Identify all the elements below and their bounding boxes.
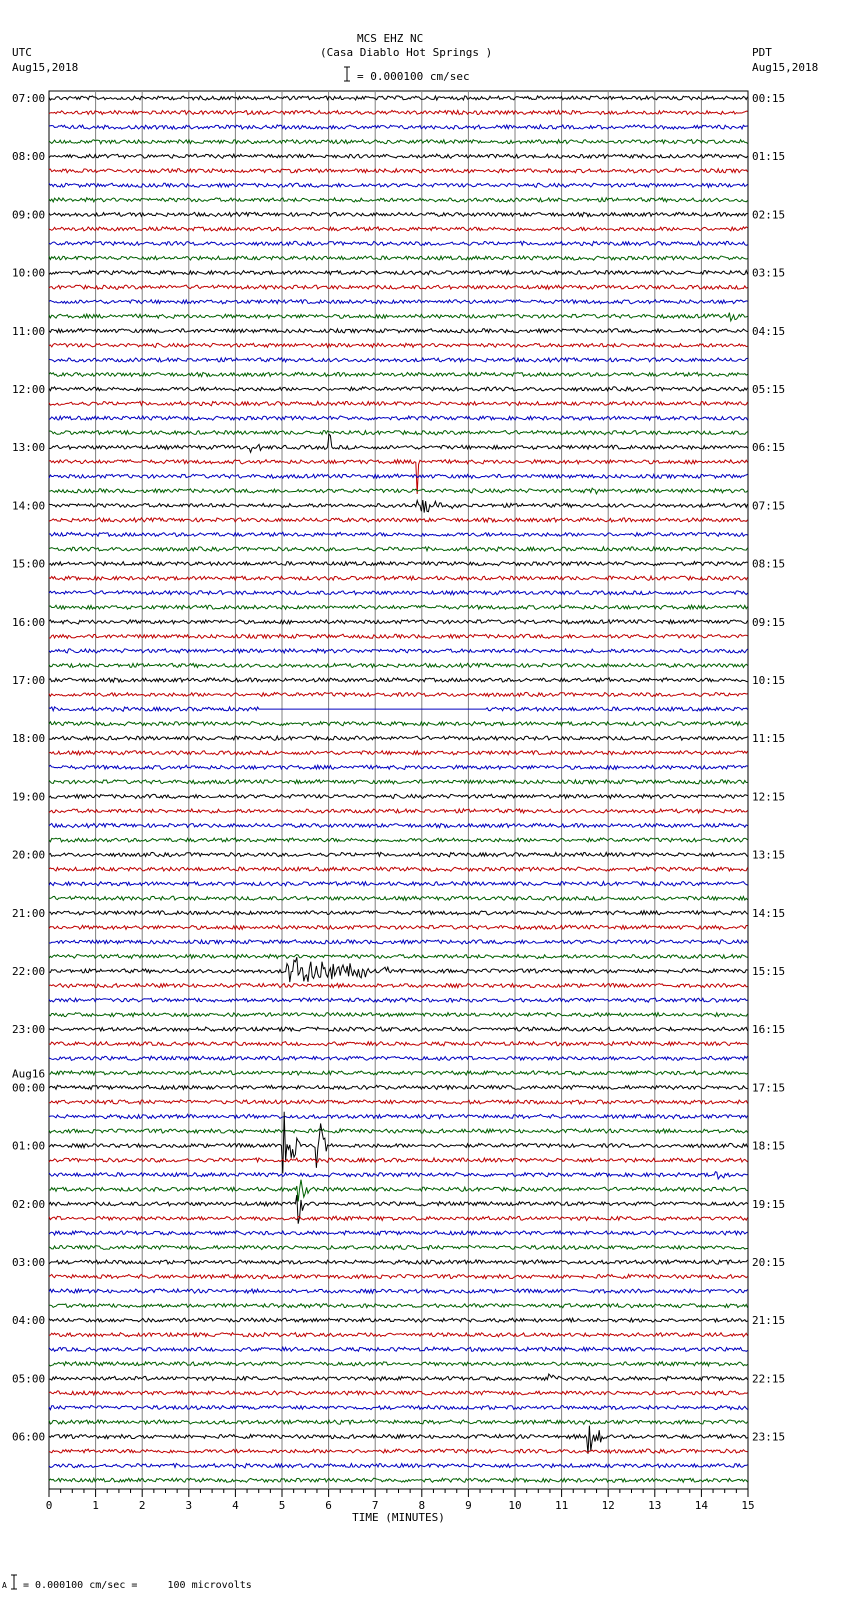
seismic-trace xyxy=(49,634,748,638)
seismic-trace xyxy=(49,1216,748,1220)
utc-hour-label: 23:00 xyxy=(12,1023,46,1037)
pdt-hour-label: 17:15 xyxy=(752,1081,786,1095)
x-axis-title: TIME (MINUTES) xyxy=(352,1511,445,1524)
x-tick-label: 8 xyxy=(418,1499,426,1512)
seismic-trace xyxy=(49,96,748,100)
utc-hour-label: 19:00 xyxy=(12,790,46,804)
seismic-trace xyxy=(49,387,748,391)
seismic-trace xyxy=(49,823,748,827)
seismic-trace xyxy=(49,794,748,798)
seismic-trace xyxy=(49,1464,748,1468)
seismic-trace xyxy=(49,271,748,275)
seismic-trace xyxy=(49,1318,748,1322)
seismic-trace xyxy=(49,1420,748,1424)
x-tick-label: 2 xyxy=(138,1499,146,1512)
x-tick-label: 13 xyxy=(648,1499,662,1512)
station-title: MCS EHZ NC xyxy=(357,32,424,45)
seismic-trace xyxy=(49,358,748,362)
x-tick-label: 7 xyxy=(371,1499,379,1512)
seismic-trace xyxy=(49,547,748,551)
left-date: Aug15,2018 xyxy=(12,61,79,74)
seismic-trace xyxy=(49,198,748,202)
x-tick-label: 12 xyxy=(601,1499,615,1512)
pdt-hour-label: 00:15 xyxy=(752,92,786,105)
right-date: Aug15,2018 xyxy=(752,61,819,74)
seismic-trace xyxy=(49,1391,748,1395)
seismic-trace xyxy=(49,212,748,216)
utc-hour-label: 15:00 xyxy=(12,557,46,571)
seismic-trace xyxy=(49,707,748,711)
utc-hour-label: 08:00 xyxy=(12,150,46,164)
seismic-trace xyxy=(49,1085,748,1089)
pdt-hour-label: 06:15 xyxy=(752,441,786,455)
utc-hour-label: 06:00 xyxy=(12,1430,46,1444)
seismic-trace xyxy=(49,1112,748,1174)
pdt-hour-label: 18:15 xyxy=(752,1139,786,1153)
utc-hour-label: 14:00 xyxy=(12,499,46,513)
pdt-hour-label: 22:15 xyxy=(752,1372,786,1386)
seismic-trace xyxy=(49,1274,748,1278)
seismic-trace xyxy=(49,434,748,452)
seismic-trace xyxy=(49,722,748,726)
scale-bar-text: = 0.000100 cm/sec xyxy=(357,70,470,83)
pdt-hour-label: 02:15 xyxy=(752,208,786,222)
seismic-trace xyxy=(49,300,748,304)
seismic-trace xyxy=(49,911,748,915)
seismic-trace xyxy=(49,1027,748,1031)
utc-hour-label: 18:00 xyxy=(12,732,46,746)
seismic-trace xyxy=(49,1195,748,1224)
pdt-hour-label: 21:15 xyxy=(752,1314,786,1328)
seismic-trace xyxy=(49,401,748,405)
seismic-trace xyxy=(49,1071,748,1075)
day-change-label: Aug16 xyxy=(12,1067,46,1081)
utc-hour-label: 13:00 xyxy=(12,441,46,455)
pdt-hour-label: 04:15 xyxy=(752,324,786,338)
seismic-trace xyxy=(49,1231,748,1235)
x-tick-label: 0 xyxy=(45,1499,53,1512)
utc-hour-label: 07:00 xyxy=(12,92,46,105)
right-timezone: PDT xyxy=(752,46,772,59)
seismic-trace xyxy=(49,838,748,842)
seismic-trace xyxy=(49,954,748,958)
pdt-hour-label: 13:15 xyxy=(752,848,786,862)
pdt-hour-label: 12:15 xyxy=(752,790,786,804)
pdt-hour-label: 11:15 xyxy=(752,732,786,746)
seismic-trace xyxy=(49,431,748,435)
utc-hour-label: 12:00 xyxy=(12,383,46,396)
seismic-trace xyxy=(49,227,748,231)
seismic-trace xyxy=(49,649,748,653)
seismic-trace xyxy=(49,1180,748,1202)
seismic-trace xyxy=(49,313,748,321)
seismic-trace xyxy=(49,1158,748,1162)
seismic-trace xyxy=(49,591,748,595)
seismic-trace xyxy=(49,562,748,566)
seismic-trace xyxy=(49,1129,748,1133)
seismic-trace xyxy=(49,678,748,682)
seismic-trace xyxy=(49,620,748,624)
seismic-trace xyxy=(49,532,748,536)
seismic-trace xyxy=(49,1449,748,1453)
seismic-trace xyxy=(49,169,748,173)
seismic-trace xyxy=(49,488,748,494)
footer-scale-icon xyxy=(11,1575,17,1589)
utc-hour-label: 04:00 xyxy=(12,1314,46,1328)
seismic-trace xyxy=(49,1374,748,1381)
seismic-trace xyxy=(49,576,748,580)
left-timezone: UTC xyxy=(12,46,32,59)
pdt-hour-label: 10:15 xyxy=(752,674,786,687)
seismic-trace xyxy=(49,256,748,260)
utc-hour-label: 21:00 xyxy=(12,906,46,920)
pdt-hour-label: 15:15 xyxy=(752,965,786,978)
seismic-trace xyxy=(49,780,748,784)
seismic-trace xyxy=(49,751,748,755)
x-tick-label: 9 xyxy=(465,1499,472,1512)
seismic-trace xyxy=(49,1304,748,1308)
seismic-trace xyxy=(49,183,748,187)
utc-hour-label: 00:00 xyxy=(12,1081,46,1095)
seismic-trace xyxy=(49,1056,748,1060)
utc-hour-label: 11:00 xyxy=(12,324,46,338)
utc-hour-label: 10:00 xyxy=(12,266,46,280)
seismic-trace xyxy=(49,1362,748,1366)
seismic-trace xyxy=(49,154,748,158)
seismic-trace xyxy=(49,896,748,900)
seismic-trace xyxy=(49,1289,748,1293)
x-tick-label: 1 xyxy=(92,1499,99,1512)
seismic-trace xyxy=(49,343,748,347)
pdt-hour-label: 16:15 xyxy=(752,1023,786,1037)
pdt-hour-label: 23:15 xyxy=(752,1430,786,1444)
pdt-hour-label: 03:15 xyxy=(752,266,786,280)
utc-hour-label: 05:00 xyxy=(12,1372,46,1386)
seismic-trace xyxy=(49,285,748,289)
seismic-trace xyxy=(49,882,748,886)
seismic-trace xyxy=(49,1114,748,1118)
utc-hour-label: 22:00 xyxy=(12,965,46,978)
seismic-trace xyxy=(49,663,748,667)
seismic-trace xyxy=(49,1042,748,1046)
seismic-trace xyxy=(49,765,748,769)
seismic-trace xyxy=(49,692,748,696)
seismic-trace xyxy=(49,140,748,144)
seismic-trace xyxy=(49,983,748,987)
station-location: (Casa Diablo Hot Springs ) xyxy=(320,46,493,59)
seismic-trace xyxy=(49,416,748,420)
seismic-trace xyxy=(49,736,748,740)
seismic-trace xyxy=(49,518,748,522)
plot-frame xyxy=(49,91,748,1489)
x-tick-label: 6 xyxy=(325,1499,332,1512)
seismic-trace xyxy=(49,1478,748,1482)
footer-scale-prefix: A xyxy=(2,1581,7,1590)
seismic-trace xyxy=(49,125,748,129)
seismic-trace xyxy=(49,1245,748,1249)
pdt-hour-label: 09:15 xyxy=(752,615,786,629)
seismic-trace xyxy=(49,1333,748,1337)
utc-hour-label: 20:00 xyxy=(12,848,46,862)
pdt-hour-label: 01:15 xyxy=(752,150,786,164)
seismic-trace xyxy=(49,474,748,478)
seismic-trace xyxy=(49,809,748,813)
seismic-trace xyxy=(49,1013,748,1017)
seismic-trace xyxy=(49,241,748,245)
utc-hour-label: 03:00 xyxy=(12,1256,46,1269)
seismic-trace xyxy=(49,852,748,856)
seismic-trace xyxy=(49,925,748,929)
utc-hour-label: 02:00 xyxy=(12,1197,46,1211)
pdt-hour-label: 20:15 xyxy=(752,1256,786,1269)
seismic-trace xyxy=(49,605,748,609)
utc-hour-label: 09:00 xyxy=(12,208,46,222)
x-tick-label: 4 xyxy=(232,1499,239,1512)
seismic-trace xyxy=(49,867,748,871)
scale-bar-icon xyxy=(344,67,350,81)
utc-hour-label: 01:00 xyxy=(12,1139,46,1153)
seismic-trace xyxy=(49,372,748,376)
seismic-trace xyxy=(49,110,748,114)
seismic-trace xyxy=(49,1260,748,1264)
pdt-hour-label: 05:15 xyxy=(752,383,786,396)
seismic-trace xyxy=(49,998,748,1002)
seismic-trace xyxy=(49,957,748,982)
pdt-hour-label: 08:15 xyxy=(752,557,786,571)
pdt-hour-label: 19:15 xyxy=(752,1197,786,1211)
x-tick-label: 15 xyxy=(741,1499,755,1512)
seismic-trace xyxy=(49,1100,748,1104)
seismic-trace xyxy=(49,329,748,333)
pdt-hour-label: 14:15 xyxy=(752,906,786,920)
x-tick-label: 14 xyxy=(694,1499,709,1512)
x-tick-label: 10 xyxy=(508,1499,522,1512)
footer-scale-text: = 0.000100 cm/sec = 100 microvolts xyxy=(23,1580,252,1591)
seismic-trace xyxy=(49,1406,748,1410)
seismic-trace xyxy=(49,500,748,513)
x-tick-label: 5 xyxy=(278,1499,286,1512)
seismic-trace xyxy=(49,940,748,944)
x-tick-label: 11 xyxy=(554,1499,569,1512)
utc-hour-label: 16:00 xyxy=(12,615,46,629)
x-tick-label: 3 xyxy=(185,1499,193,1512)
pdt-hour-label: 07:15 xyxy=(752,499,786,513)
utc-hour-label: 17:00 xyxy=(12,674,46,687)
seismic-trace xyxy=(49,1347,748,1351)
seismic-trace xyxy=(49,1172,748,1179)
